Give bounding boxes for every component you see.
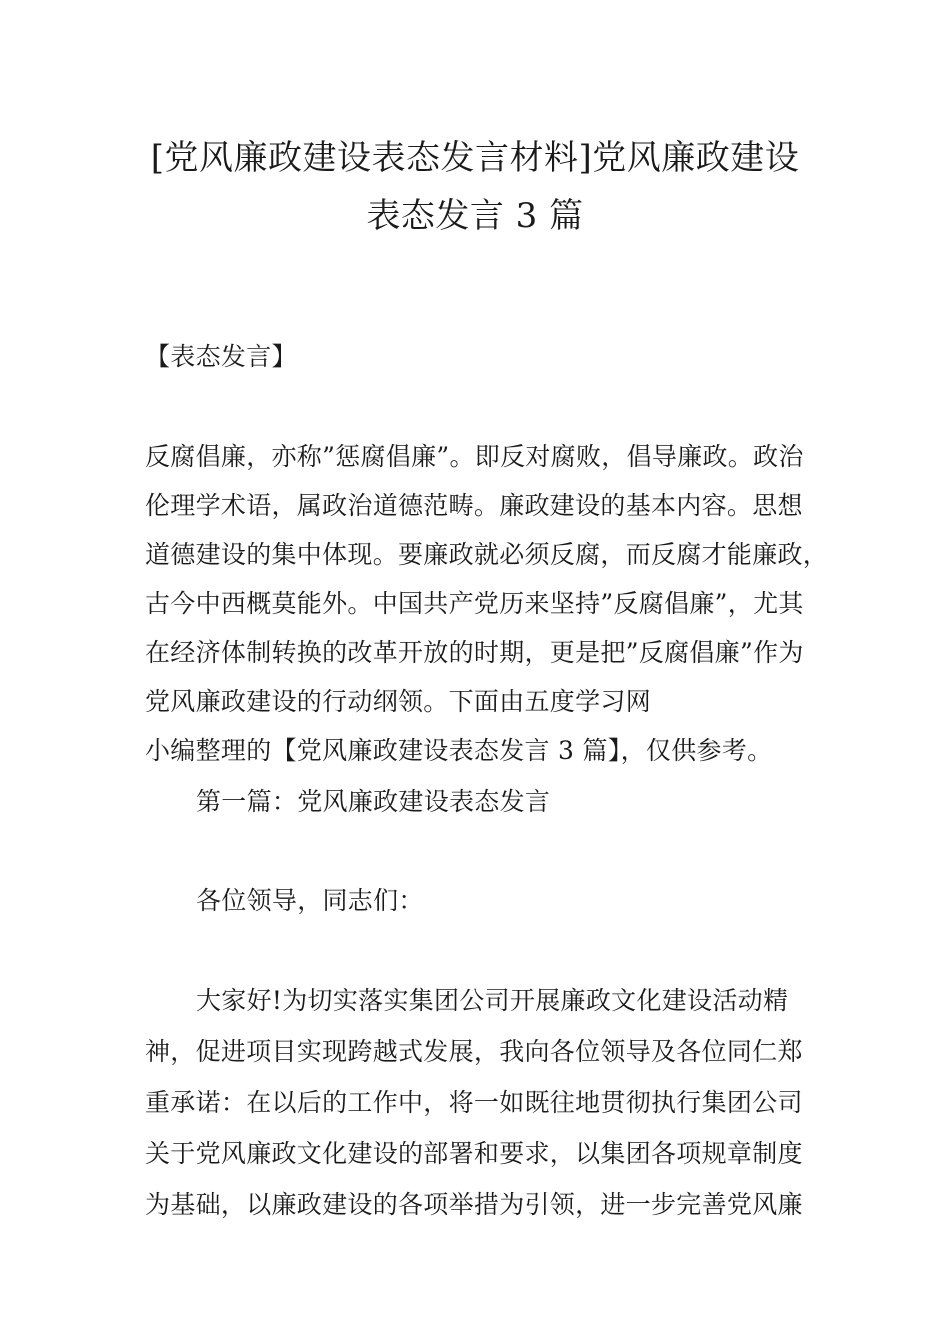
document-title-line-2: 表态发言 3 篇 bbox=[366, 196, 584, 236]
greeting: 各位领导，同志们： bbox=[196, 886, 424, 915]
intro-line: 古今中西概莫能外。中国共产党历来坚持”反腐倡廉”，尤其 bbox=[145, 589, 804, 618]
body-line: 关于党风廉政文化建设的部署和要求，以集团各项规章制度 bbox=[145, 1139, 803, 1168]
section-label: 【表态发言】 bbox=[145, 342, 297, 371]
intro-line: 道德建设的集中体现。要廉政就必须反腐，而反腐才能廉政， bbox=[145, 540, 829, 569]
body-line: 神，促进项目实现跨越式发展，我向各位领导及各位同仁郑 bbox=[145, 1037, 803, 1066]
document-title-line-1: [党风廉政建设表态发言材料]党风廉政建设 bbox=[150, 138, 800, 178]
intro-line: 小编整理的【党风廉政建设表态发言 3 篇】，仅供参考。 bbox=[145, 736, 773, 765]
intro-line: 反腐倡廉，亦称”惩腐倡廉”。即反对腐败，倡导廉政。政治 bbox=[145, 442, 804, 471]
body-line: 为基础，以廉政建设的各项举措为引领，进一步完善党风廉 bbox=[145, 1190, 803, 1219]
first-article-heading: 第一篇：党风廉政建设表态发言 bbox=[196, 787, 551, 816]
body-line: 大家好!为切实落实集团公司开展廉政文化建设活动精 bbox=[196, 986, 789, 1015]
intro-line: 伦理学术语，属政治道德范畴。廉政建设的基本内容。思想 bbox=[145, 491, 803, 520]
intro-line: 党风廉政建设的行动纲领。下面由五度学习网 bbox=[145, 687, 652, 716]
body-line: 重承诺：在以后的工作中，将一如既往地贯彻执行集团公司 bbox=[145, 1088, 803, 1117]
intro-line: 在经济体制转换的改革开放的时期，更是把”反腐倡廉”作为 bbox=[145, 638, 804, 667]
